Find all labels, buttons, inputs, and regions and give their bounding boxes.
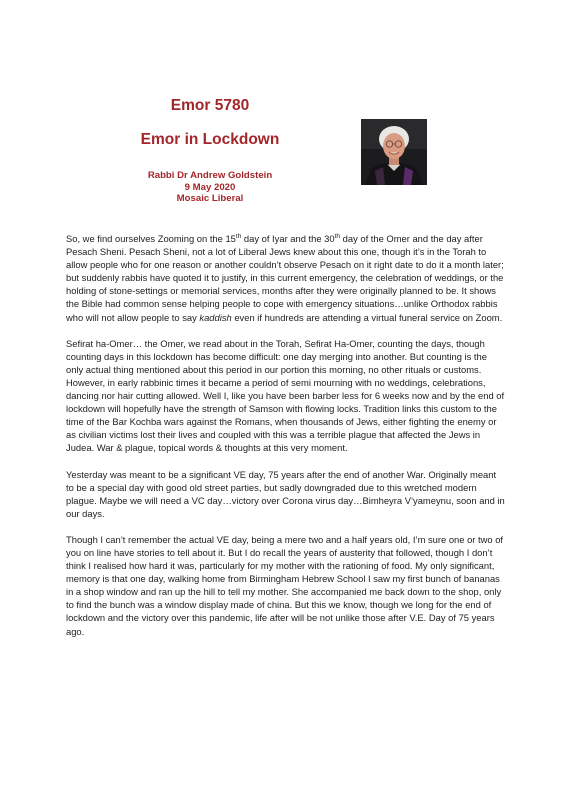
kaddish-term: kaddish (199, 311, 232, 323)
paragraph-4: Though I can’t remember the actual VE day, being a mere two and a half years old, I’m sure one or two of you on line have stories to tell about it. But I do recall the years of austerity that followed, though I don’t think I realised how hard it was, particularly for my mother with the rationing of food. My only significant, memory is that one day, walking home from Birmingham Hebrew School I saw my first bunch of bananas in a shop window and ran up the hill to tell my mother. She accompanied me back down to the shop, only to find the bunch was a window display made of china. But this we know, though we long for the end of lockdown and the victory over this pandemic, life after will be not unlike those after V.E. Day of 75 years ago. (66, 533, 504, 637)
sermon-date: 9 May 2020 (184, 181, 236, 193)
author-portrait-icon (361, 119, 427, 185)
author-block (60, 170, 360, 205)
sermon-body (66, 232, 506, 651)
paragraph-1-text-a: So, we find ourselves Zooming on the 15 (66, 233, 236, 244)
paragraph-3: Yesterday was meant to be a significant VE day, 75 years after the end of another War. Originally meant to be a special day with good old street parties, but sadly downgraded due to this wretched modern plague. Maybe we will need a VC day…victory over Corona virus day…Bimheyra V’yameynu, soon and in our days. (66, 468, 505, 519)
document-header (60, 96, 360, 205)
paragraph-1-text-b: day of Iyar and the 30 (241, 233, 335, 244)
paragraph-1-text-d: even if hundreds are attending a virtual funeral service on Zoom. (231, 311, 503, 323)
congregation-name: Mosaic Liberal (176, 193, 244, 204)
ordinal-suffix: th (334, 232, 341, 240)
ordinal-suffix: th (235, 232, 242, 240)
sermon-title: Emor 5780 (170, 97, 250, 114)
paragraph-1-text-c: day of the Omer and the day after Pesach Sheni. Pesach Sheni, not a lot of Liberal Jews knew about this one, though it’s in the Torah to allow people who for one reason or another couldn’t observe Pesach on it right date to do it a month later; but suddenly rabbis have quoted it to justify, in this current emergency, the celebration of weddings, or the holding of stone-settings or memorial services, months after they were originally planned to be. It shows the Bible had common sense helping people to cope with emergency situations…unlike Orthodox rabbis who will not allow people to say (66, 233, 504, 323)
sermon-subtitle: Emor in Lockdown (140, 131, 280, 148)
paragraph-2: Sefirat ha-Omer… the Omer, we read about in the Torah, Sefirat Ha-Omer, counting the days, though counting days in this lockdown has become difficult: one day merging into another. But counting is the only actual thing mentioned about this period in our portion this morning, no other rituals or customs. However, in early rabbinic times it became a period of semi mourning with no weddings, celebrations, dancing nor hair cutting allowed. Well I, like you have been barber less for 6 weeks now and by the end of lockdown will hopefully have the strength of Samson with flowing locks. Tradition links this custom to the time of the Bar Kochba wars against the Romans, when thousands of Jews, either fighting the enemy or as civilian victims lost their lives and coupled with this was a terrible plague that affected the Jews in Judea. War & plague, topical words & thoughts at this very moment. (66, 337, 505, 454)
author-name: Rabbi Dr Andrew Goldstein (147, 170, 273, 181)
paragraph-1 (66, 232, 506, 324)
